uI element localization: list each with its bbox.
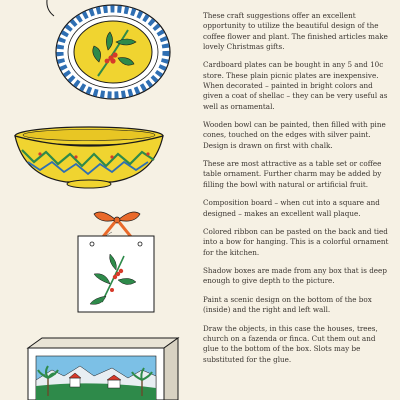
instructions-text [203,11,391,373]
paragraph-shadow-boxes: Shadow boxes are made from any box that is deep enough to give depth to the picture. [203,266,387,286]
shadow-box-illustration [22,336,182,400]
wall-plaque-illustration [72,204,162,314]
paragraph-draw-objects: Draw the objects, in this case the houses, trees, church on a fazenda or finca. Cut them out and glue to the bottom of the box. Slots may be substituted for the glue. [203,323,378,364]
painted-bowl-illustration [10,124,168,190]
paragraph-cardboard-plates: Cardboard plates can be bought in any 5 and 10c store. These plain picnic plates are inexpensive. When decorated – painted in bright colors and given a coat of shellac – they can be very useful as well as ornamental. [203,60,388,111]
paragraph-intro: These craft suggestions offer an excellent opportunity to utilize the beautiful design of the coffee flower and plant. The finished articles make lovely Christmas gifts. [203,11,388,51]
paragraph-wooden-bowl: Wooden bowl can be painted, then filled with pine cones, touched on the edges with silver paint. Design is drawn on first with chalk. [203,120,386,150]
decorated-plate-illustration [52,2,174,102]
decorative-brush-mark [44,0,58,18]
paragraph-table-set: These are most attractive as a table set or coffee table ornament. Further charm may be added by filling the bowl with natural or artificial fruit. [203,159,382,189]
paragraph-paint-scenic: Paint a scenic design on the bottom of the box (inside) and the right and left wall. [203,294,372,315]
paragraph-composition-board: Composition board – when cut into a square and designed – makes an excellent wall plaque. [203,198,380,218]
paragraph-colored-ribbon: Colored ribbon can be pasted on the back and tied into a bow for hanging. This is a colorful ornament for the kitchen. [203,226,389,257]
